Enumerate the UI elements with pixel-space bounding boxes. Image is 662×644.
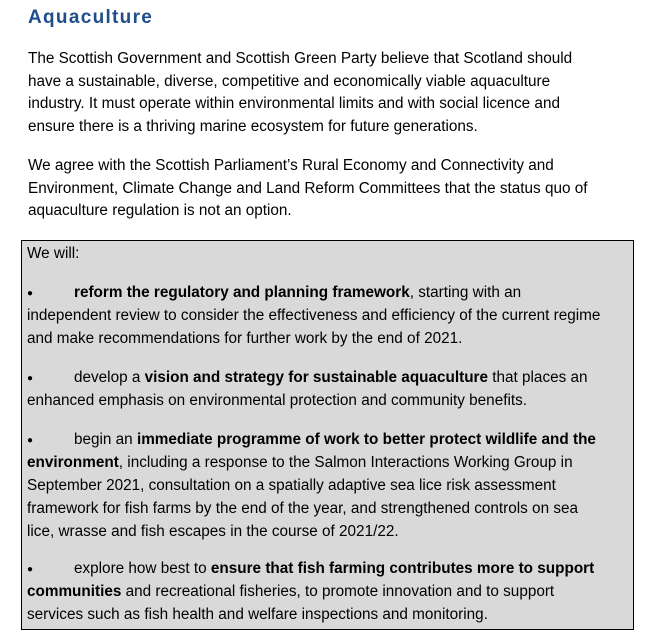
commitments-box	[21, 240, 634, 630]
text-run: lice, wrasse and fish escapes in the course of 2021/22.	[27, 523, 399, 541]
bullet-icon: ●	[27, 435, 34, 446]
text-line: industry. It must operate within environmental limits and with social licence and	[28, 95, 560, 112]
text-run: that places an	[488, 369, 588, 386]
text-line: The Scottish Government and Scottish Green Party believe that Scotland should	[28, 50, 573, 67]
bullet-item-line	[27, 604, 488, 627]
bullet-item-first-line	[27, 429, 596, 453]
section-heading: Aquaculture	[28, 7, 154, 28]
bold-text: reform the regulatory and planning framework	[74, 284, 410, 301]
text-run: services such as fish health and welfare inspections and monitoring.	[27, 606, 488, 624]
bold-text: vision and strategy for sustainable aquaculture	[144, 369, 489, 386]
text-run: and make recommendations for further work by the end of 2021.	[27, 330, 463, 348]
text-run: , starting with an	[409, 284, 522, 301]
bullet-item-first-line	[27, 282, 521, 306]
bullet-item-line	[27, 475, 556, 498]
text-run: , including a response to the Salmon Interactions Working Group in	[118, 454, 573, 472]
bullet-item-line	[27, 305, 600, 328]
bullet-item-line	[27, 452, 573, 475]
text-run: and recreational fisheries, to promote innovation and to support	[121, 583, 555, 601]
commitments-intro: We will:	[27, 245, 80, 262]
bullet-item-line	[27, 328, 462, 351]
text-line: aquaculture regulation is not an option.	[28, 202, 292, 219]
text-run: explore how best to	[74, 560, 211, 577]
bold-text: communities	[27, 583, 122, 601]
bullet-icon: ●	[27, 288, 34, 299]
text-line: ensure there is a thriving marine ecosystem for future generations.	[28, 117, 478, 135]
bold-text: environment	[27, 454, 119, 472]
text-line: Environment, Climate Change and Land Reform Committees that the status quo of	[28, 179, 588, 197]
bullet-icon: ●	[27, 564, 34, 575]
text-run: begin an	[74, 431, 137, 448]
bullet-item-first-line	[27, 367, 588, 391]
bullet-item-first-line	[27, 558, 594, 582]
text-run: independent review to consider the effectiveness and efficiency of the current regime	[27, 307, 601, 325]
text-run: framework for fish farms by the end of the year, and strengthened controls on sea	[27, 500, 578, 518]
bullet-item-line	[27, 498, 578, 521]
bullet-item-line	[27, 390, 527, 413]
bold-text: immediate programme of work to better protect wildlife and the	[136, 431, 596, 448]
bold-text: ensure that fish farming contributes more to support	[210, 560, 595, 577]
text-line: have a sustainable, diverse, competitive and economically viable aquaculture	[28, 72, 551, 90]
text-line: We agree with the Scottish Parliament’s Rural Economy and Connectivity and	[28, 157, 554, 174]
intro-paragraph-1	[28, 48, 636, 138]
bullet-item-line	[27, 521, 399, 544]
text-run: develop a	[74, 369, 145, 386]
bullet-item-line	[27, 581, 554, 604]
bullet-icon: ●	[27, 373, 34, 384]
text-run: September 2021, consultation on a spatially adaptive sea lice risk assessment	[27, 477, 556, 495]
text-run: enhanced emphasis on environmental protection and community benefits.	[27, 392, 527, 410]
intro-paragraph-2	[28, 155, 636, 223]
